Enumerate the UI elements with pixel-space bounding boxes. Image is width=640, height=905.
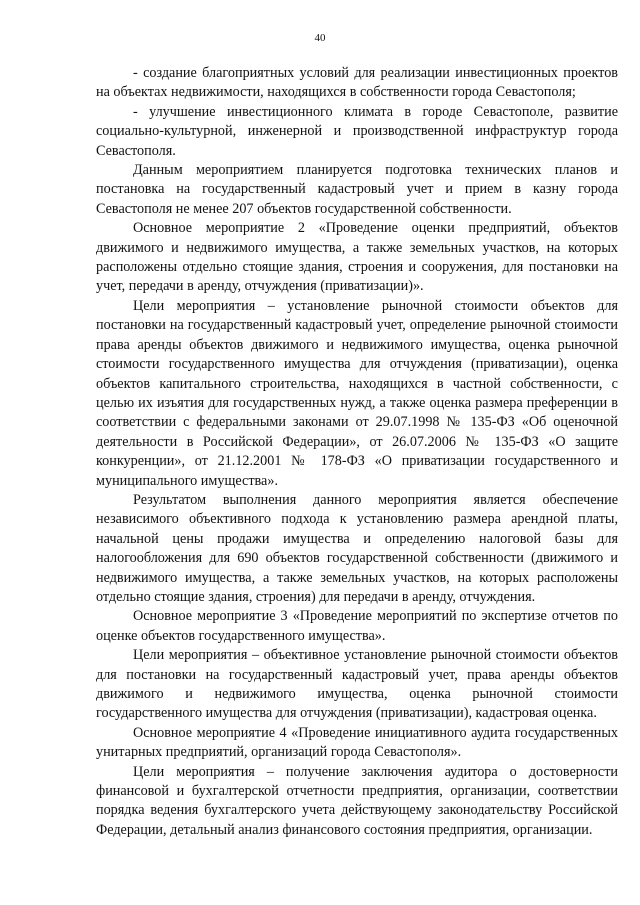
paragraph-main-activity-3: Основное мероприятие 3 «Проведение мероприятий по экспертизе отчетов по оценке объектов государственного имущества». — [96, 608, 618, 644]
paragraph-main-activity-4: Основное мероприятие 4 «Проведение инициативного аудита государственных унитарных предприятий, организаций города Севастополя». — [96, 724, 618, 761]
paragraph-main-activity-2: Основное мероприятие 2 «Проведение оценки предприятий, объектов движимого и недвижимого имущества, а также земельных участков, на которых расположены отдельно стоящие здания, строения и сооружения, для постановки на учет, передачи в аренду, отчуждения (приватизации)». — [96, 220, 618, 295]
paragraph-activity-4-goals: Цели мероприятия – получение заключения аудитора о достоверности финансовой и бухгалтерской отчетности предприятия, организации, соответствии порядка ведения бухгалтерского учета действующему законодательству Российской Федерации, детальный анализ финансового состояния предприятия, организации. — [96, 763, 618, 838]
page-number: 40 — [314, 32, 326, 44]
paragraph-activity-2-result: Результатом выполнения данного мероприятия является обеспечение независимого объективного подхода к установлению размера арендной платы, начальной цены продажи имущества и определению налоговой базы для налогообложения для 690 объектов государственной собственности (движимого и недвижимого имущества, а также земельных участков, на которых расположены отдельно стоящие здания, строения) для передачи в аренду, отчуждения. — [96, 491, 618, 605]
paragraph-investment-conditions: - создание благоприятных условий для реализации инвестиционных проектов на объектах недвижимости, находящихся в собственности города Севастополя; — [96, 65, 618, 101]
paragraph-activity-2-goals: Цели мероприятия – установление рыночной стоимости объектов для постановки на государственный кадастровый учет, определение рыночной стоимости права аренды объектов движимого и недвижимого имущества, оценка рыночной стоимости государственного имущества для отчуждения (приватизации), оценка объектов капитального строительства, находящихся в частной собственности, с целью их изъятия для государственных нужд, а также оценка размера преференции в соответствии с федеральными законами от 29.07.1998 № 135-ФЗ «Об оценочной деятельности в Российской Федерации», от 26.07.2006 № 135-ФЗ «О защите конкуренции», от 21.12.2001 № 178-ФЗ «О приватизации государственного и муниципального имущества». — [96, 297, 618, 489]
paragraph-activity-3-goals: Цели мероприятия – объективное установление рыночной стоимости объектов для постановки на государственный кадастровый учет, права аренды объектов движимого и недвижимого имущества, оценка рыночной стоимости государственного имущества для отчуждения (приватизации), кадастровая оценка. — [96, 647, 618, 722]
paragraph-technical-plans: Данным мероприятием планируется подготовка технических планов и постановка на государственный кадастровый учет и прием в казну города Севастополя не менее 207 объектов государственной собственности. — [96, 162, 618, 217]
document-body — [96, 64, 618, 840]
paragraph-investment-climate: - улучшение инвестиционного климата в городе Севастополе, развитие социально-культурной, инженерной и производственной инфраструктур города Севастополя. — [96, 103, 618, 159]
